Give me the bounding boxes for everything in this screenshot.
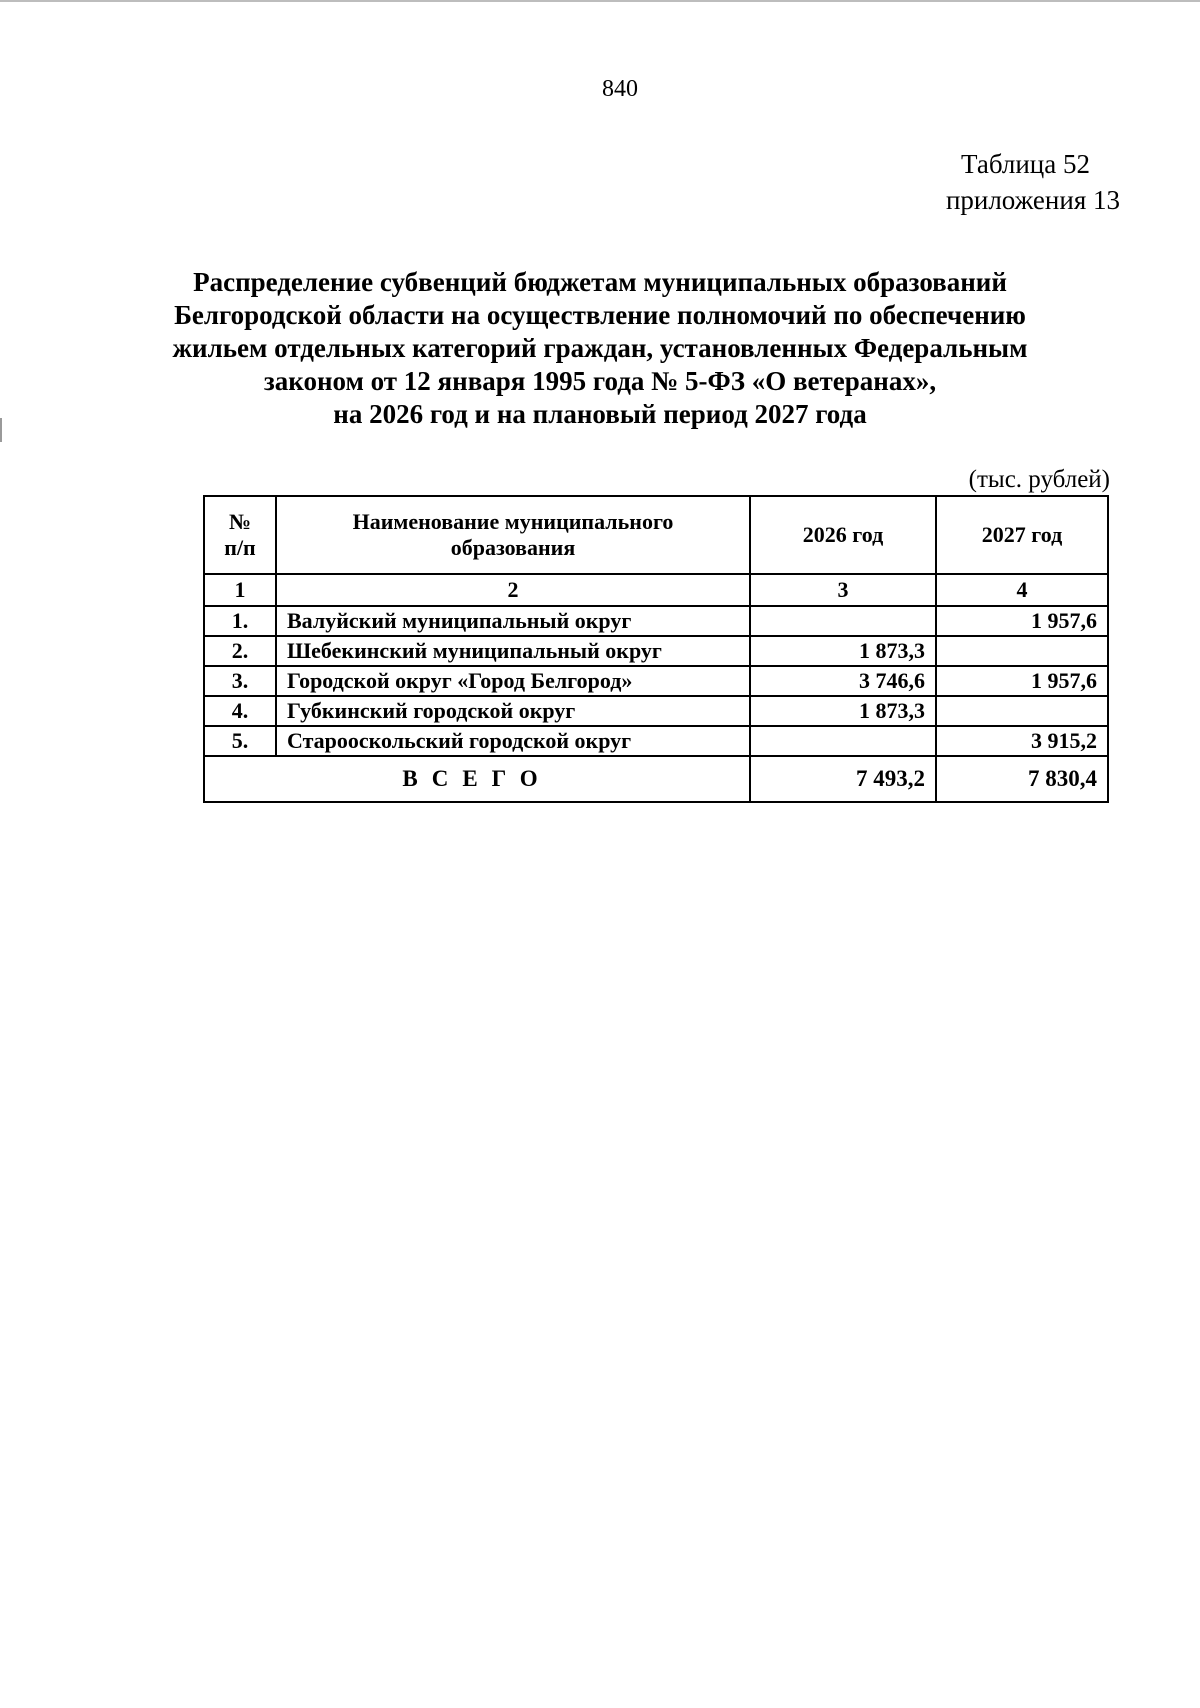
row-number: 1. [204,606,276,636]
value-2027 [936,696,1108,726]
value-2027 [936,636,1108,666]
column-number: 4 [936,574,1108,606]
row-number: 3. [204,666,276,696]
value-2026: 3 746,6 [750,666,936,696]
scan-margin-mark [0,418,2,442]
header-municipality: Наименование муниципального образования [276,496,750,574]
value-2026: 1 873,3 [750,696,936,726]
value-2026: 1 873,3 [750,636,936,666]
header-year-2026: 2026 год [750,496,936,574]
title-line: Белгородской области на осуществление полномочий по обеспечению [174,300,1026,330]
row-number: 5. [204,726,276,756]
value-2026 [750,606,936,636]
total-row [204,756,1108,802]
value-2027: 1 957,6 [936,666,1108,696]
value-2027: 3 915,2 [936,726,1108,756]
header-year-2027: 2027 год [936,496,1108,574]
value-2027: 1 957,6 [936,606,1108,636]
municipality-name: Старооскольский городской округ [276,726,750,756]
row-number: 4. [204,696,276,726]
table-row [204,636,1108,666]
column-number-row [204,574,1108,606]
appendix-label: приложения 13 [945,185,1120,215]
document-title [120,266,1080,431]
value-2026 [750,726,936,756]
table-row [204,666,1108,696]
total-2027: 7 830,4 [936,756,1108,802]
table-header-row [204,496,1108,574]
column-number: 2 [276,574,750,606]
municipality-name: Шебекинский муниципальный округ [276,636,750,666]
municipality-name: Валуйский муниципальный округ [276,606,750,636]
title-line: Распределение субвенций бюджетам муниципальных образований [193,267,1007,297]
table-row [204,606,1108,636]
page-number: 840 [602,76,638,102]
total-2026: 7 493,2 [750,756,936,802]
column-number: 1 [204,574,276,606]
header-number: № п/п [204,496,276,574]
total-label: ВСЕГО [204,756,750,802]
column-number: 3 [750,574,936,606]
title-line: законом от 12 января 1995 года № 5-ФЗ «О ветеранах», [263,366,937,396]
title-line: жильем отдельных категорий граждан, установленных Федеральным [172,333,1028,363]
municipality-name: Губкинский городской округ [276,696,750,726]
table-row [204,696,1108,726]
title-line: на 2026 год и на плановый период 2027 года [333,399,867,429]
table-label: Таблица 52 [961,149,1090,179]
scan-top-edge [0,0,1200,2]
row-number: 2. [204,636,276,666]
subvention-table [203,495,1109,803]
appendix-reference [946,146,1120,218]
table-row [204,726,1108,756]
municipality-name: Городской округ «Город Белгород» [276,666,750,696]
units-note: (тыс. рублей) [968,466,1110,493]
